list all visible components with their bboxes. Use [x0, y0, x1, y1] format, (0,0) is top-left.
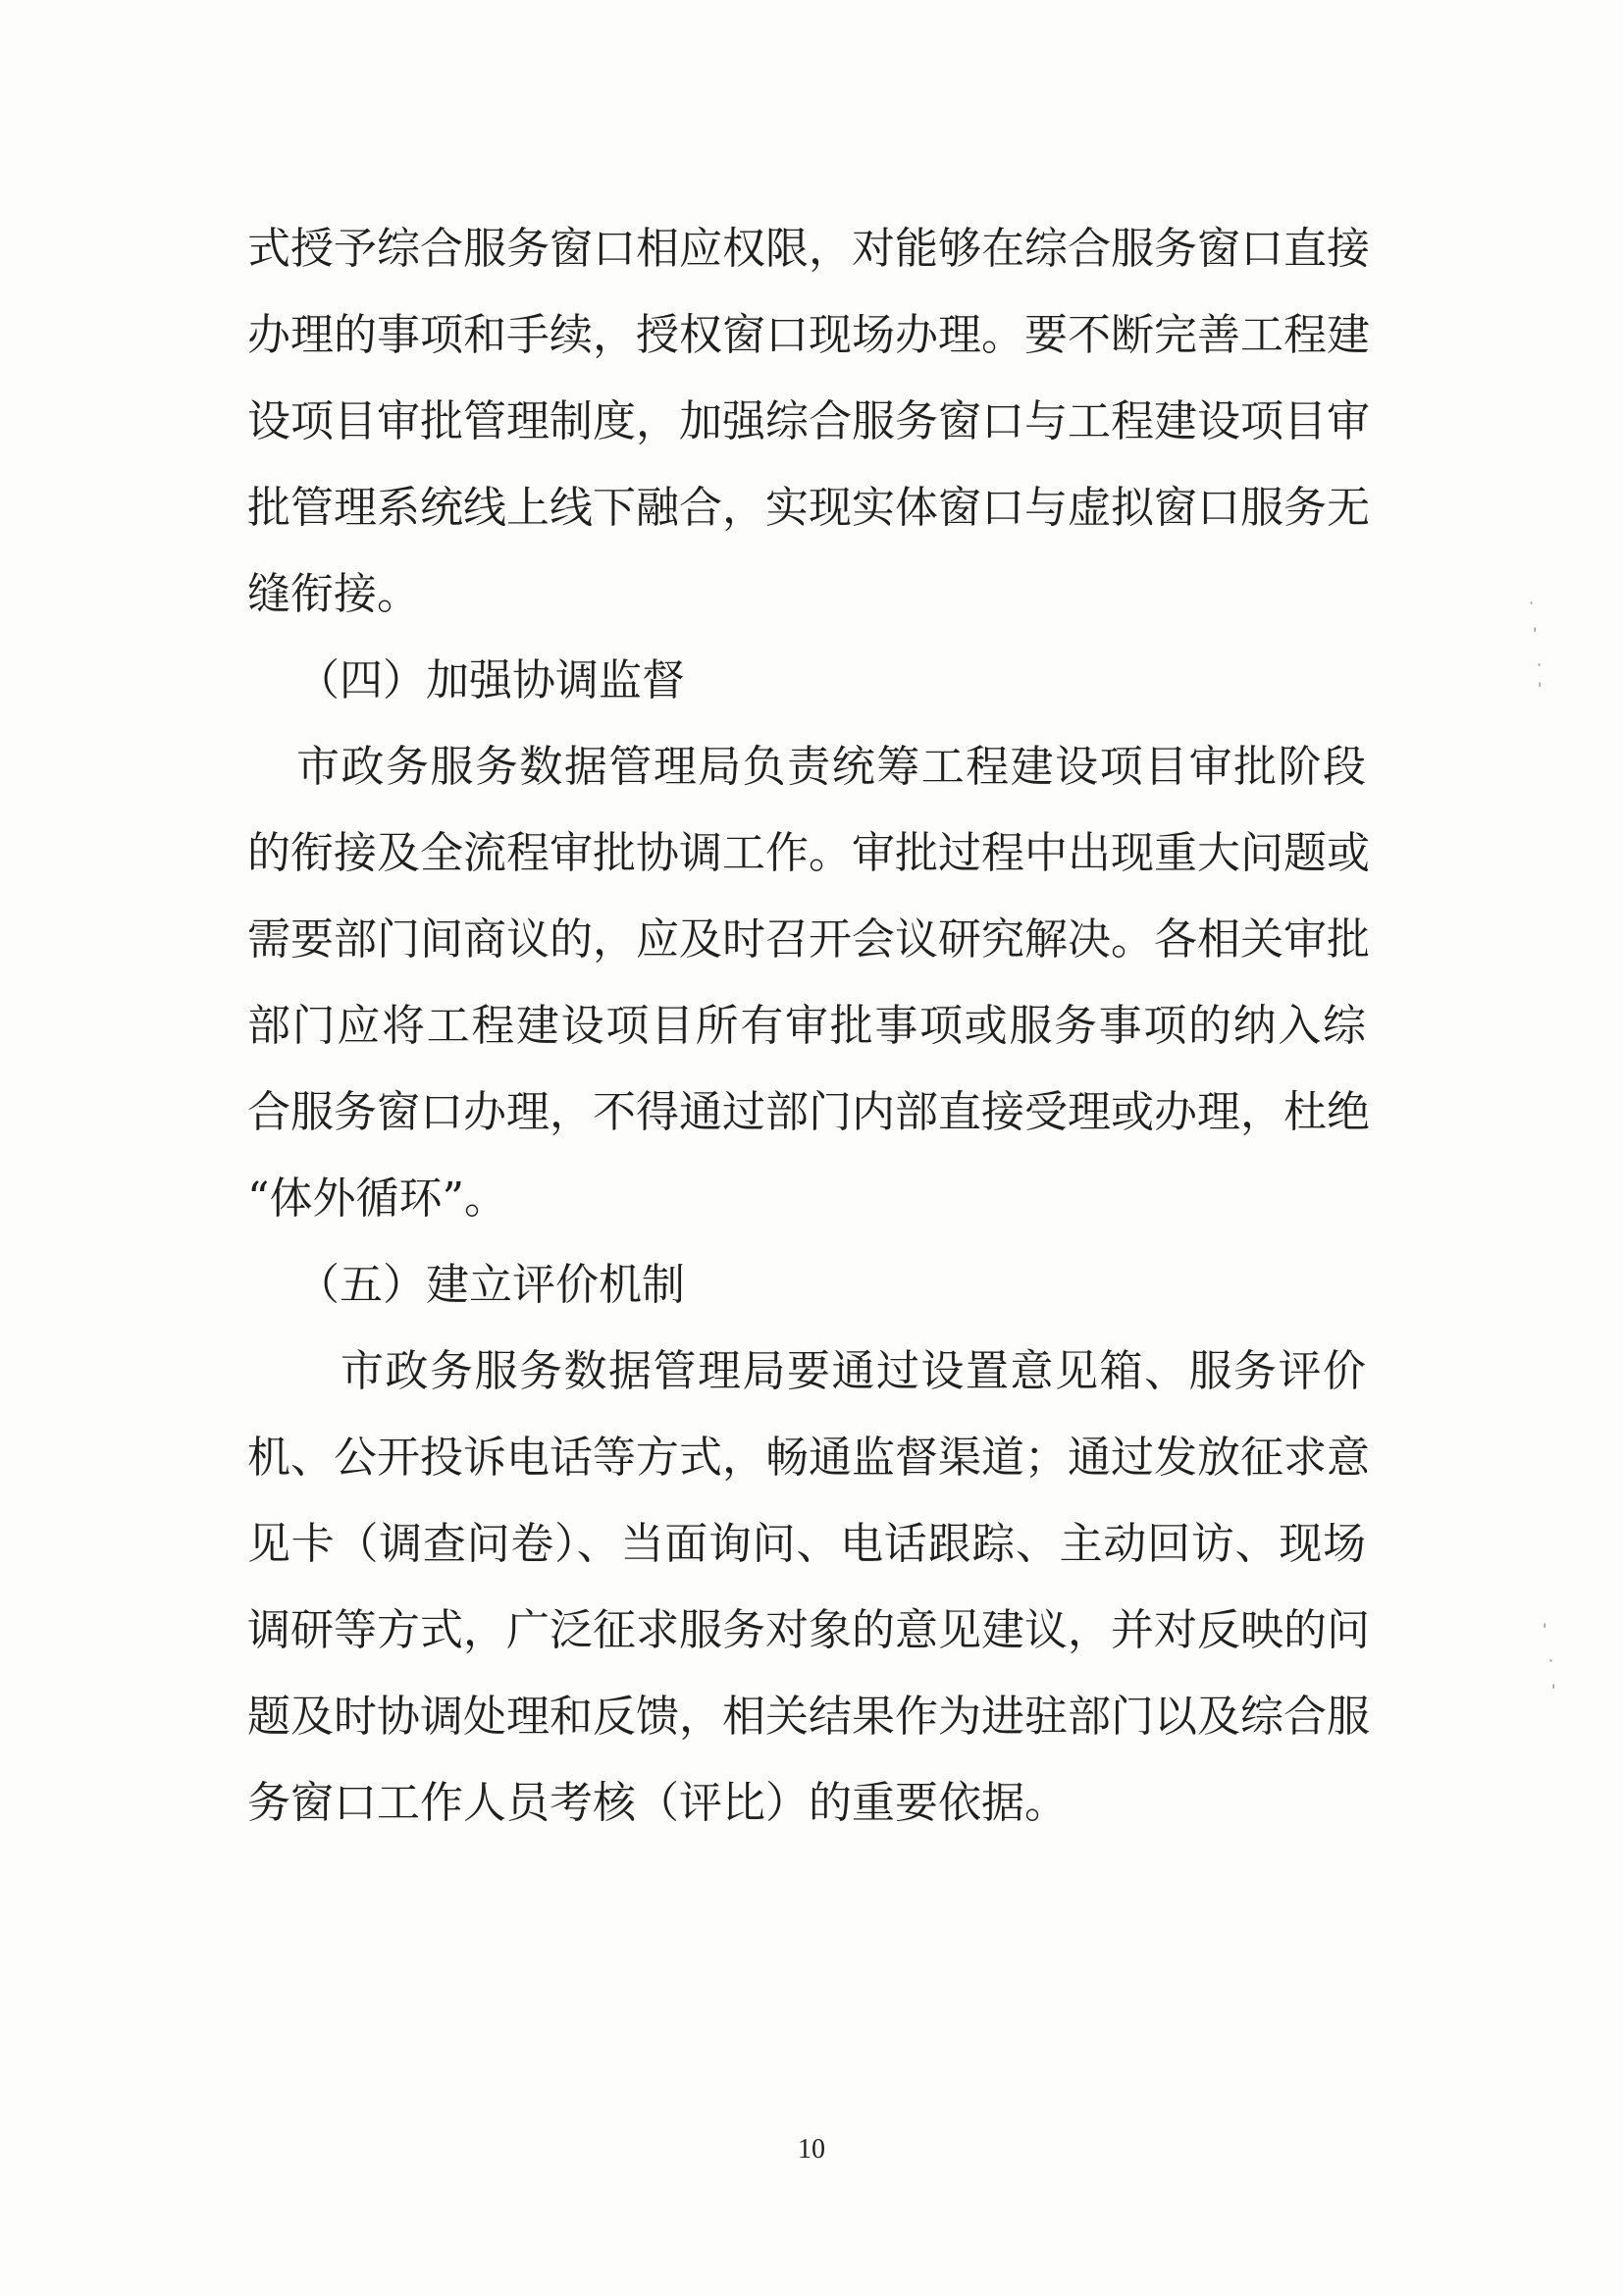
paragraph-line: 批管理系统线上线下融合，实现实体窗口与虚拟窗口服务无 [247, 483, 1370, 533]
paragraph-line: “体外循环”。 [247, 1174, 507, 1224]
paragraph-line: 机、公开投诉电话等方式，畅通监督渠道；通过发放征求意 [247, 1433, 1370, 1483]
paragraph-line: 市政务服务数据管理局负责统筹工程建设项目审批阶段 [296, 742, 1366, 792]
paragraph-line: 需要部门间商议的，应及时召开会议研究解决。各相关审批 [247, 914, 1370, 965]
paragraph-line: 见卡（调查问卷）、当面询问、电话跟踪、主动回访、现场 [247, 1519, 1366, 1569]
scan-mark: ' [1538, 679, 1543, 698]
page-number: 10 [798, 2134, 825, 2165]
paragraph-line: 缝衔接。 [247, 569, 420, 619]
section-heading-four: （四）加强协调监督 [296, 655, 685, 705]
paragraph-line: 办理的事项和手续，授权窗口现场办理。要不断完善工程建 [247, 310, 1370, 360]
scan-mark: ' [1543, 1620, 1547, 1639]
paragraph-line: 务窗口工作人员考核（评比）的重要依据。 [247, 1778, 1068, 1828]
section-heading-five: （五）建立评价机制 [296, 1260, 685, 1310]
paragraph-line: 的衔接及全流程审批协调工作。审批过程中出现重大问题或 [247, 828, 1370, 878]
paragraph-line: 式授予综合服务窗口相应权限，对能够在综合服务窗口直接 [247, 224, 1370, 274]
paragraph-line: 题及时协调处理和反馈，相关结果作为进驻部门以及综合服 [247, 1692, 1370, 1742]
paragraph-line: 设项目审批管理制度，加强综合服务窗口与工程建设项目审 [247, 396, 1370, 446]
paragraph-line: 调研等方式，广泛征求服务对象的意见建议，并对反映的问 [247, 1605, 1370, 1655]
scan-mark: · [1537, 655, 1543, 674]
scan-mark: · [1548, 1651, 1554, 1670]
paragraph-line: 市政务服务数据管理局要通过设置意见箱、服务评价 [340, 1346, 1366, 1396]
scan-mark: ' [1533, 624, 1538, 643]
scan-mark: · [1529, 594, 1535, 612]
paragraph-line: 部门应将工程建设项目所有审批事项或服务事项的纳入综 [247, 1001, 1366, 1051]
scan-mark: ' [1551, 1681, 1556, 1699]
paragraph-line: 合服务窗口办理，不得通过部门内部直接受理或办理，杜绝 [247, 1087, 1370, 1137]
document-body [247, 206, 1370, 1847]
